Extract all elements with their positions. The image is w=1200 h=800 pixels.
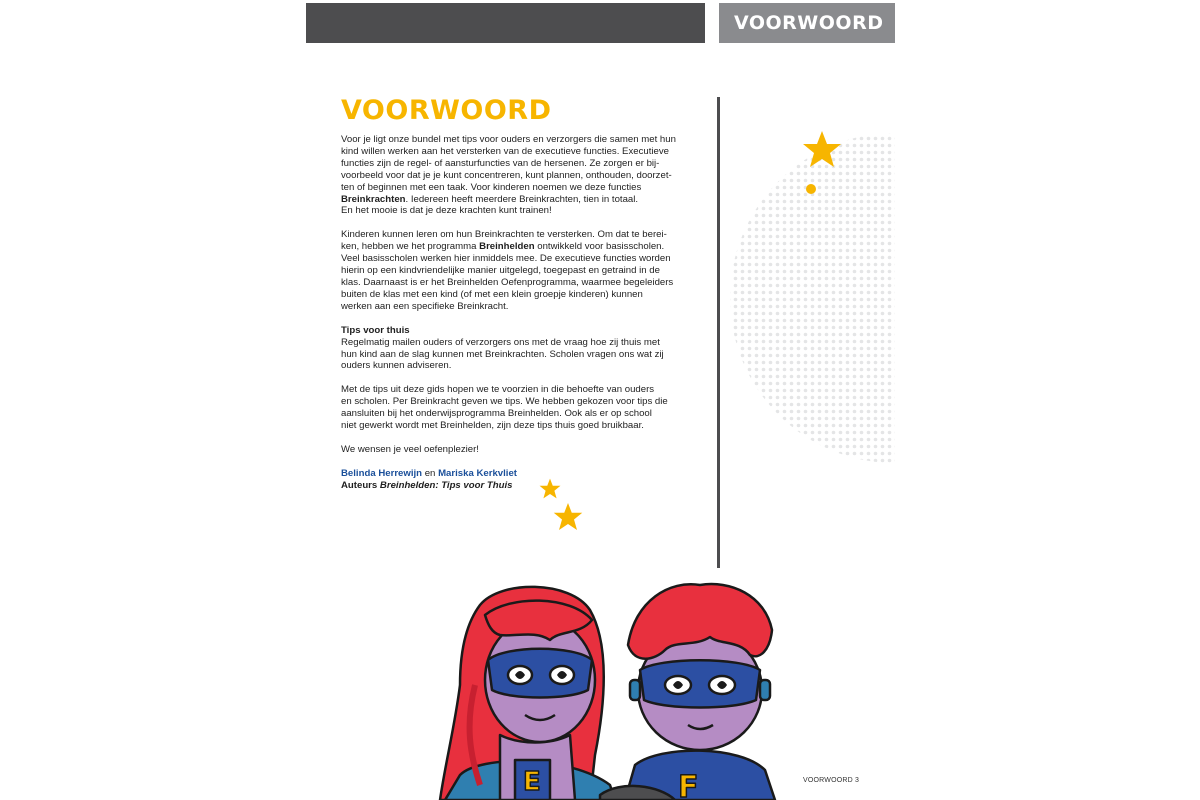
superhero-illustration — [420, 575, 795, 800]
dot-icon — [805, 183, 817, 195]
paragraph-intro-text-b: . Iedereen heeft meerdere Breinkrachten, tien in totaal. En het mooie is dat je deze krachten kunt trainen! — [341, 193, 639, 217]
star-icon — [802, 130, 842, 168]
author-name-2: Mariska Kerkvliet — [438, 467, 517, 479]
superhero-boy — [600, 584, 775, 800]
signature-role — [341, 480, 686, 492]
paragraph-program — [341, 229, 686, 312]
signature-authors — [341, 468, 686, 480]
svg-text:F: F — [678, 770, 699, 800]
halftone-dots — [725, 128, 895, 468]
superhero-girl — [440, 587, 615, 800]
header-bar-left — [306, 3, 705, 43]
paragraph-intro — [341, 134, 686, 217]
role-prefix: Auteurs — [341, 479, 380, 491]
vertical-divider — [717, 97, 720, 568]
author-name-1: Belinda Herrewijn — [341, 467, 423, 479]
paragraph-guide: Met de tips uit deze gids hopen we te voorzien in die behoefte van ouders en scholen. Per Breinkracht geven we tips. We hebben gekozen voor tips die aansluiten bij het onderwijsprogramma Breinhelden. Ook als er op school niet gewerkt wordt met Breinhelden, zijn deze tips thuis goed bruikbaar. — [341, 384, 668, 432]
paragraph-tips — [341, 325, 686, 373]
bold-breinkrachten: Breinkrachten — [341, 193, 406, 205]
star-icon — [539, 478, 561, 499]
paragraph-intro-text-a: Voor je ligt onze bundel met tips voor ouders en verzorgers die samen met hun kind willen werken aan het versterken van de executieve functies. Executieve functies zijn de regel- of aansturfuncties van de hersenen. Ze zorgen er bij- voorbeeld voor dat je je kunt concentreren, kunt plannen, onthouden, doorzet- ten of beginnen met een taak. Voor kinderen noemen we deze functies — [341, 134, 676, 193]
svg-text:E: E — [523, 767, 541, 797]
subheading-tips: Tips voor thuis — [341, 324, 410, 336]
header-section-title: VOORWOORD — [734, 12, 884, 34]
star-icon — [553, 502, 583, 531]
page-number: VOORWOORD 3 — [803, 777, 860, 784]
header-bar-right — [719, 3, 895, 43]
foreword-content — [341, 96, 686, 492]
paragraph-wishes: We wensen je veel oefenplezier! — [341, 443, 479, 455]
role-title: Breinhelden: Tips voor Thuis — [379, 479, 513, 491]
bold-breinhelden: Breinhelden — [479, 241, 535, 253]
paragraph-program-text-a: Kinderen kunnen leren om hun Breinkrachten te versterken. Om dat te berei- ken, hebben we het programma — [341, 229, 667, 253]
paragraph-tips-text: Regelmatig mailen ouders of verzorgers ons met de vraag hoe zij thuis met hun kind aan de slag kunnen met Breinkrachten. Scholen vragen ons wat zij ouders kunnen adviseren. — [341, 336, 664, 372]
paragraph-program-text-b: ontwikkeld voor basisscholen. Veel basisscholen werken hier inmiddels mee. De executieve functies worden hierin op een kindvriendelijke manier uitgelegd, toegepast en getraind in de klas. Daarnaast is er het Breinhelden Oefenprogramma, waarmee begeleiders buiten de klas met een kind (of met een klein groepje kinderen) kunnen werken aan een specifieke Breinkracht. — [341, 241, 674, 312]
author-connector: en — [422, 467, 439, 479]
page-title: VOORWOORD — [341, 95, 552, 126]
